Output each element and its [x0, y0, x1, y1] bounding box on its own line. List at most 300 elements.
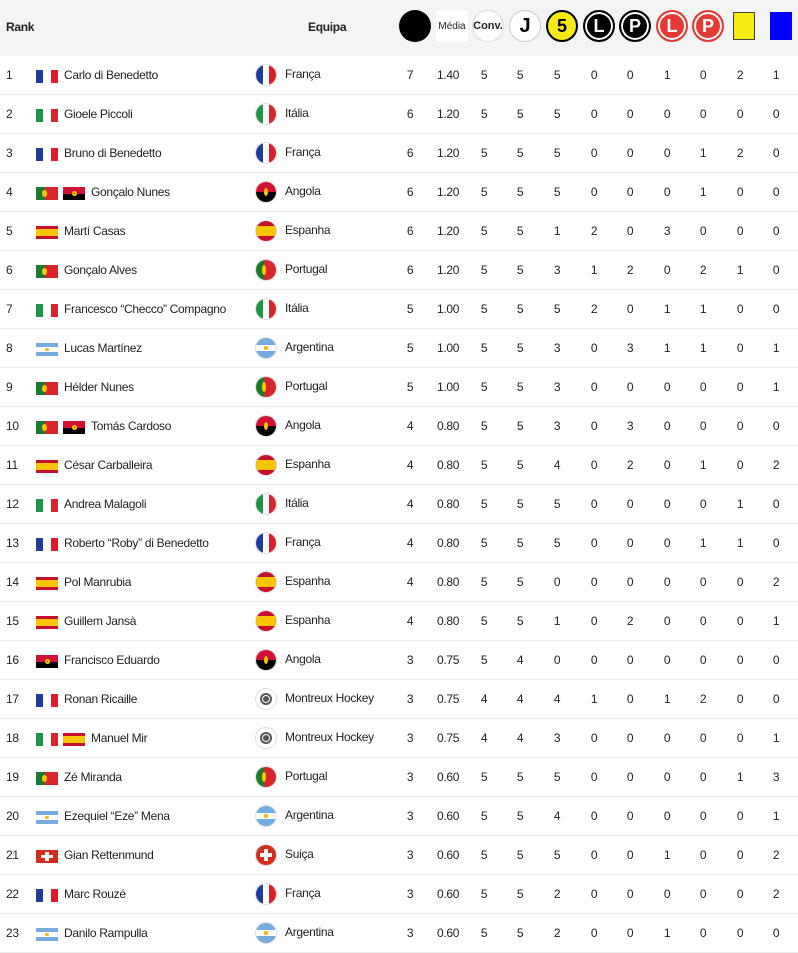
stat-j: 5: [516, 107, 524, 121]
stat-j: 5: [516, 263, 524, 277]
stat-conv: 5: [480, 536, 488, 550]
stat-c5: 4: [553, 458, 561, 472]
player-name[interactable]: Hélder Nunes: [64, 380, 134, 394]
team-column-header[interactable]: Equipa: [308, 20, 347, 34]
player-flag-icon: [36, 811, 58, 824]
stat-lb: 0: [590, 536, 598, 550]
l-red-label: L: [666, 15, 678, 36]
stat-lr: 0: [663, 263, 671, 277]
stat-blue: 0: [772, 146, 780, 160]
stat-blue: 2: [772, 575, 780, 589]
stat-lr: 1: [663, 68, 671, 82]
l-red-column-header[interactable]: [656, 10, 688, 42]
team-name[interactable]: Argentina: [285, 925, 334, 939]
table-row[interactable]: [0, 524, 798, 563]
stat-blue: 2: [772, 887, 780, 901]
player-name[interactable]: Tomás Cardoso: [91, 419, 172, 433]
player-flag-icon: [36, 70, 58, 83]
player-flag-icon: [36, 187, 58, 200]
stat-conv: 5: [480, 263, 488, 277]
table-row[interactable]: [0, 212, 798, 251]
table-row[interactable]: [0, 758, 798, 797]
team-name[interactable]: Itália: [285, 106, 309, 120]
stat-media: 0.80: [437, 419, 460, 433]
stat-conv: 5: [480, 809, 488, 823]
player-flag-icon: [36, 694, 58, 707]
stat-pb: 0: [626, 146, 634, 160]
stat-pb: 0: [626, 848, 634, 862]
stat-pr: 2: [699, 692, 707, 706]
stat-yellow: 1: [736, 497, 744, 511]
player-name[interactable]: Pol Manrubia: [64, 575, 132, 589]
table-row[interactable]: [0, 329, 798, 368]
stat-yellow: 0: [736, 458, 744, 472]
team-flag-icon: [256, 377, 276, 397]
table-row[interactable]: [0, 602, 798, 641]
stat-lr: 0: [663, 107, 671, 121]
stat-lr: 0: [663, 770, 671, 784]
stat-conv: 5: [480, 887, 488, 901]
stat-blue: 2: [772, 458, 780, 472]
stat-pb: 0: [626, 302, 634, 316]
table-row[interactable]: [0, 797, 798, 836]
stat-pr: 1: [699, 146, 707, 160]
stat-goals: 4: [406, 575, 414, 589]
stat-c5: 5: [553, 146, 561, 160]
stat-media: 1.00: [437, 341, 460, 355]
player-flag-icon: [36, 148, 58, 161]
player-name[interactable]: Ezequiel “Eze” Mena: [64, 809, 170, 823]
stat-media: 0.75: [437, 731, 460, 745]
table-row[interactable]: [0, 134, 798, 173]
stat-pr: 1: [699, 458, 707, 472]
player-name[interactable]: Lucas Martínez: [64, 341, 142, 355]
stat-j: 5: [516, 497, 524, 511]
blue-card-icon[interactable]: [770, 12, 792, 40]
yellow-card-icon[interactable]: [733, 12, 755, 40]
team-name[interactable]: Angola: [285, 418, 321, 432]
player-name[interactable]: Carlo di Benedetto: [64, 68, 158, 82]
stat-pr: 0: [699, 497, 707, 511]
l-black-column-header[interactable]: [583, 10, 615, 42]
stat-pr: 0: [699, 224, 707, 238]
stat-yellow: 1: [736, 770, 744, 784]
rank-value: 11: [6, 458, 18, 472]
table-row[interactable]: [0, 836, 798, 875]
stat-media: 0.75: [437, 692, 460, 706]
player-name[interactable]: Martí Casas: [64, 224, 126, 238]
team-name[interactable]: Suiça: [285, 847, 314, 861]
team-flag-icon: [256, 767, 276, 787]
player-name[interactable]: Bruno di Benedetto: [64, 146, 162, 160]
stat-conv: 5: [480, 107, 488, 121]
player-flag-icon: [36, 382, 58, 395]
stat-j: 5: [516, 68, 524, 82]
player-flag-icon: [36, 616, 58, 629]
stat-c5: 5: [553, 185, 561, 199]
player-name[interactable]: Manuel Mir: [91, 731, 148, 745]
team-name[interactable]: Itália: [285, 496, 309, 510]
p-black-label: P: [628, 15, 641, 36]
stat-j: 4: [516, 692, 524, 706]
table-row[interactable]: [0, 368, 798, 407]
player-flag-icon: [36, 655, 58, 668]
stat-pb: 0: [626, 185, 634, 199]
player-flag-icon: [36, 265, 58, 278]
stat-c5: 3: [553, 380, 561, 394]
stat-media: 0.60: [437, 887, 460, 901]
rank-value: 9: [6, 380, 13, 394]
table-row[interactable]: [0, 563, 798, 602]
team-flag-icon: [256, 923, 276, 943]
stat-pb: 0: [626, 770, 634, 784]
team-name[interactable]: Espanha: [285, 457, 331, 471]
player-name[interactable]: Ronan Ricaille: [64, 692, 138, 706]
stat-pr: 0: [699, 887, 707, 901]
stat-conv: 5: [480, 185, 488, 199]
stat-lb: 0: [590, 497, 598, 511]
team-flag-icon: [256, 143, 276, 163]
stat-c5: 5: [553, 107, 561, 121]
stat-c5: 3: [553, 341, 561, 355]
stat-media: 0.80: [437, 575, 460, 589]
stat-lr: 0: [663, 380, 671, 394]
team-name[interactable]: França: [285, 67, 321, 81]
table-row[interactable]: [0, 290, 798, 329]
stat-yellow: 0: [736, 224, 744, 238]
stat-lb: 1: [590, 692, 598, 706]
stat-j: 5: [516, 146, 524, 160]
stat-pr: 0: [699, 848, 707, 862]
j-column-header[interactable]: [509, 10, 541, 42]
table-row[interactable]: [0, 95, 798, 134]
stat-blue: 0: [772, 107, 780, 121]
stat-blue: 0: [772, 536, 780, 550]
stat-pr: 0: [699, 809, 707, 823]
stat-goals: 4: [406, 497, 414, 511]
table-row[interactable]: [0, 719, 798, 758]
stat-media: 1.20: [437, 185, 460, 199]
stat-lb: 0: [590, 341, 598, 355]
stat-j: 5: [516, 224, 524, 238]
stat-conv: 5: [480, 926, 488, 940]
team-name[interactable]: Angola: [285, 652, 321, 666]
team-flag-icon: [256, 299, 276, 319]
stat-c5: 5: [553, 68, 561, 82]
stat-pr: 0: [699, 926, 707, 940]
stat-lb: 0: [590, 146, 598, 160]
stat-lb: 0: [590, 185, 598, 199]
stat-conv: 5: [480, 380, 488, 394]
stat-pr: 1: [699, 536, 707, 550]
rank-value: 15: [6, 614, 19, 628]
stat-pr: 1: [699, 341, 707, 355]
stat-goals: 6: [406, 146, 414, 160]
stat-goals: 3: [406, 926, 414, 940]
stat-c5: 3: [553, 731, 561, 745]
player-name[interactable]: Guillem Jansà: [64, 614, 137, 628]
conv-column-header[interactable]: [472, 10, 504, 42]
team-name[interactable]: Espanha: [285, 574, 331, 588]
stat-media: 1.40: [437, 68, 460, 82]
stat-lb: 0: [590, 770, 598, 784]
stat-lr: 1: [663, 341, 671, 355]
team-name[interactable]: Angola: [285, 184, 321, 198]
stat-media: 1.20: [437, 224, 460, 238]
stat-goals: 7: [406, 68, 414, 82]
stat-conv: 5: [480, 770, 488, 784]
player-flag-icon: [36, 343, 58, 356]
stat-lr: 1: [663, 692, 671, 706]
team-name[interactable]: Montreux Hockey: [285, 691, 374, 705]
stat-conv: 5: [480, 224, 488, 238]
team-flag-icon: [256, 65, 276, 85]
team-flag-icon: [256, 494, 276, 514]
stat-goals: 5: [406, 341, 414, 355]
player-flag-icon: [36, 850, 58, 863]
team-name[interactable]: Argentina: [285, 340, 334, 354]
stat-pr: 2: [699, 263, 707, 277]
stat-yellow: 0: [736, 614, 744, 628]
rank-value: 23: [6, 926, 19, 940]
rank-value: 4: [6, 185, 13, 199]
stat-conv: 5: [480, 146, 488, 160]
stat-goals: 3: [406, 731, 414, 745]
stat-goals: 4: [406, 614, 414, 628]
stat-c5: 4: [553, 809, 561, 823]
rank-value: 14: [6, 575, 19, 589]
stat-conv: 5: [480, 419, 488, 433]
player-flag-icon: [36, 304, 58, 317]
p-black-column-header[interactable]: [619, 10, 651, 42]
stat-j: 5: [516, 458, 524, 472]
stat-lr: 0: [663, 419, 671, 433]
stat-lb: 0: [590, 848, 598, 862]
stat-lb: 0: [590, 380, 598, 394]
table-row[interactable]: [0, 680, 798, 719]
player-flag-icon: [36, 460, 58, 473]
stat-j: 5: [516, 380, 524, 394]
stat-yellow: 0: [736, 419, 744, 433]
stat-goals: 3: [406, 848, 414, 862]
team-flag-icon: [256, 104, 276, 124]
stat-yellow: 1: [736, 536, 744, 550]
rank-value: 18: [6, 731, 19, 745]
team-name[interactable]: Espanha: [285, 223, 331, 237]
stat-conv: 5: [480, 458, 488, 472]
player-name[interactable]: Gian Rettenmund: [64, 848, 154, 862]
stat-pr: 1: [699, 185, 707, 199]
stat-lb: 0: [590, 926, 598, 940]
stat-blue: 1: [772, 68, 780, 82]
rank-value: 2: [6, 107, 13, 121]
stat-conv: 5: [480, 575, 488, 589]
team-name[interactable]: Argentina: [285, 808, 334, 822]
rank-value: 12: [6, 497, 19, 511]
table-row[interactable]: [0, 446, 798, 485]
player-name[interactable]: Gonçalo Alves: [64, 263, 137, 277]
stat-media: 1.20: [437, 263, 460, 277]
stat-lb: 0: [590, 68, 598, 82]
stat-pb: 2: [626, 263, 634, 277]
team-flag-icon: [256, 221, 276, 241]
player-name[interactable]: Zé Miranda: [64, 770, 122, 784]
stat-yellow: 0: [736, 302, 744, 316]
stat-lb: 0: [590, 458, 598, 472]
team-name[interactable]: França: [285, 145, 321, 159]
stat-yellow: 1: [736, 263, 744, 277]
stat-yellow: 0: [736, 653, 744, 667]
p-red-column-header[interactable]: [692, 10, 724, 42]
stat-c5: 4: [553, 692, 561, 706]
stat-pb: 0: [626, 887, 634, 901]
player-name[interactable]: Francisco Eduardo: [64, 653, 160, 667]
stat-lb: 2: [590, 224, 598, 238]
table-row[interactable]: [0, 485, 798, 524]
stat-conv: 4: [480, 692, 488, 706]
stat-lr: 0: [663, 614, 671, 628]
player-name[interactable]: César Carballeira: [64, 458, 153, 472]
player-name[interactable]: Gonçalo Nunes: [91, 185, 170, 199]
stat-goals: 4: [406, 458, 414, 472]
player-name[interactable]: Gioele Piccoli: [64, 107, 133, 121]
stat-yellow: 2: [736, 146, 744, 160]
table-row[interactable]: [0, 56, 798, 95]
team-name[interactable]: Montreux Hockey: [285, 730, 374, 744]
team-name[interactable]: Portugal: [285, 262, 328, 276]
rank-value: 7: [6, 302, 13, 316]
stat-media: 0.60: [437, 770, 460, 784]
stat-pb: 0: [626, 731, 634, 745]
stat-j: 5: [516, 302, 524, 316]
stat-blue: 0: [772, 224, 780, 238]
player-name[interactable]: Francesco “Checco” Compagno: [64, 302, 226, 316]
media-column-header[interactable]: [436, 10, 468, 42]
rank-value: 17: [6, 692, 19, 706]
stat-lb: 0: [590, 809, 598, 823]
stat-media: 0.80: [437, 497, 460, 511]
team-flag-icon: [256, 260, 276, 280]
stat-c5: 1: [553, 224, 561, 238]
stat-goals: 6: [406, 107, 414, 121]
stat-media: 1.00: [437, 302, 460, 316]
stat-yellow: 0: [736, 341, 744, 355]
team-name[interactable]: Portugal: [285, 769, 328, 783]
table-row[interactable]: [0, 251, 798, 290]
stat-pb: 0: [626, 497, 634, 511]
stat-pb: 0: [626, 536, 634, 550]
stat-blue: 1: [772, 809, 780, 823]
table-row[interactable]: [0, 641, 798, 680]
conv-label: Conv.: [473, 20, 503, 32]
team-name[interactable]: França: [285, 535, 321, 549]
stat-yellow: 0: [736, 809, 744, 823]
stat-pb: 0: [626, 68, 634, 82]
rank-column-header[interactable]: Rank: [6, 20, 35, 34]
stat-pb: 0: [626, 692, 634, 706]
stat-goals: 4: [406, 419, 414, 433]
stat-media: 0.75: [437, 653, 460, 667]
table-header: [0, 0, 798, 56]
stat-media: 0.60: [437, 926, 460, 940]
stat-goals: 3: [406, 809, 414, 823]
stat-conv: 5: [480, 68, 488, 82]
stat-conv: 5: [480, 848, 488, 862]
stat-c5: 5: [553, 497, 561, 511]
stat-lr: 0: [663, 536, 671, 550]
stat-goals: 5: [406, 380, 414, 394]
stat-blue: 0: [772, 653, 780, 667]
stat-lr: 0: [663, 185, 671, 199]
rank-value: 20: [6, 809, 19, 823]
stat-j: 5: [516, 419, 524, 433]
stat-pb: 3: [626, 419, 634, 433]
stat-c5: 5: [553, 536, 561, 550]
stat-pr: 0: [699, 380, 707, 394]
player-flag-icon: [63, 421, 85, 434]
stat-pb: 2: [626, 458, 634, 472]
player-name[interactable]: Roberto “Roby” di Benedetto: [64, 536, 209, 550]
j-label: J: [519, 14, 531, 37]
table-row[interactable]: [0, 875, 798, 914]
player-name[interactable]: Marc Rouzé: [64, 887, 126, 901]
table-row[interactable]: [0, 407, 798, 446]
team-name[interactable]: França: [285, 886, 321, 900]
stat-pr: 0: [699, 731, 707, 745]
table-row[interactable]: [0, 173, 798, 212]
table-row[interactable]: [0, 914, 798, 953]
stat-goals: 4: [406, 536, 414, 550]
stat-c5: 3: [553, 263, 561, 277]
stat-pb: 0: [626, 224, 634, 238]
player-name[interactable]: Danilo Rampulla: [64, 926, 148, 940]
stat-goals: 3: [406, 653, 414, 667]
stat-pr: 0: [699, 575, 707, 589]
stat-blue: 0: [772, 419, 780, 433]
stat-blue: 1: [772, 341, 780, 355]
team-flag-icon: [256, 650, 276, 670]
stat-lr: 3: [663, 224, 671, 238]
stat-j: 4: [516, 653, 524, 667]
player-flag-icon: [36, 499, 58, 512]
stat-blue: 0: [772, 185, 780, 199]
stat-yellow: 0: [736, 380, 744, 394]
team-name[interactable]: Portugal: [285, 379, 328, 393]
stat-goals: 3: [406, 770, 414, 784]
stat-yellow: 0: [736, 731, 744, 745]
stat-lb: 0: [590, 575, 598, 589]
player-flag-icon: [36, 733, 58, 746]
stat-lr: 0: [663, 497, 671, 511]
stat-blue: 1: [772, 614, 780, 628]
stat-j: 5: [516, 848, 524, 862]
team-flag-icon: [256, 572, 276, 592]
player-name[interactable]: Andrea Malagoli: [64, 497, 147, 511]
stat-c5: 2: [553, 887, 561, 901]
stat-lr: 0: [663, 887, 671, 901]
player-flag-icon: [36, 889, 58, 902]
team-flag-icon: [256, 806, 276, 826]
stat-lb: 0: [590, 887, 598, 901]
player-flag-icon: [63, 733, 85, 746]
five-column-header[interactable]: [546, 10, 578, 42]
black-circle-icon[interactable]: [399, 10, 431, 42]
team-name[interactable]: Espanha: [285, 613, 331, 627]
stat-media: 0.80: [437, 614, 460, 628]
player-flag-icon: [36, 772, 58, 785]
stat-pb: 3: [626, 341, 634, 355]
team-name[interactable]: Itália: [285, 301, 309, 315]
